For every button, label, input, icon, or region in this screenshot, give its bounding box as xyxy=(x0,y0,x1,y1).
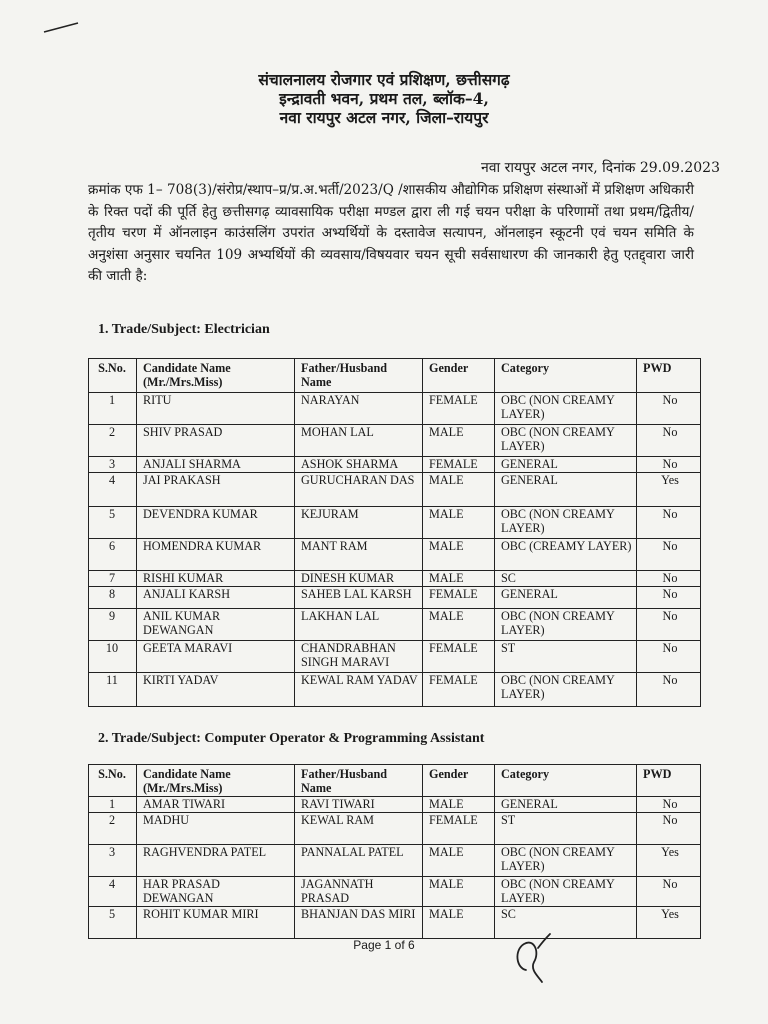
cell-father-name: NARAYAN xyxy=(295,393,423,425)
cell-pwd: No xyxy=(637,539,701,571)
cell-gender: MALE xyxy=(423,877,495,907)
cell-father-name: ASHOK SHARMA xyxy=(295,457,423,473)
cell-gender: MALE xyxy=(423,907,495,939)
cell-father-name: MANT RAM xyxy=(295,539,423,571)
cell-pwd: No xyxy=(637,797,701,813)
electrician-table-body xyxy=(89,393,701,707)
cell-candidate-name: HOMENDRA KUMAR xyxy=(137,539,295,571)
column-header-gender: Gender xyxy=(423,765,495,797)
column-header-sno: S.No. xyxy=(89,359,137,393)
electrician-table xyxy=(88,358,701,707)
table-row xyxy=(89,797,701,813)
cell-category: OBC (NON CREAMY LAYER) xyxy=(495,393,637,425)
cell-father-name: SAHEB LAL KARSH xyxy=(295,587,423,609)
cell-sno: 2 xyxy=(89,813,137,845)
cell-father-name: LAKHAN LAL xyxy=(295,609,423,641)
cell-gender: FEMALE xyxy=(423,457,495,473)
table-row xyxy=(89,507,701,539)
cell-father-name: KEWAL RAM xyxy=(295,813,423,845)
table-row xyxy=(89,845,701,877)
cell-candidate-name: AMAR TIWARI xyxy=(137,797,295,813)
cell-father-name: KEWAL RAM YADAV xyxy=(295,673,423,707)
column-header-sno: S.No. xyxy=(89,765,137,797)
cell-category: ST xyxy=(495,813,637,845)
cell-father-name: CHANDRABHAN SINGH MARAVI xyxy=(295,641,423,673)
copa-table-body xyxy=(89,797,701,939)
cell-gender: MALE xyxy=(423,507,495,539)
cell-gender: MALE xyxy=(423,797,495,813)
table-row xyxy=(89,877,701,907)
cell-sno: 4 xyxy=(89,473,137,507)
section-title-electrician: 1. Trade/Subject: Electrician xyxy=(98,322,270,337)
cell-category: OBC (CREAMY LAYER) xyxy=(495,539,637,571)
table-row xyxy=(89,539,701,571)
table-row xyxy=(89,587,701,609)
cell-gender: FEMALE xyxy=(423,641,495,673)
cell-gender: MALE xyxy=(423,473,495,507)
cell-candidate-name: GEETA MARAVI xyxy=(137,641,295,673)
cell-category: OBC (NON CREAMY LAYER) xyxy=(495,673,637,707)
cell-father-name: JAGANNATH PRASAD xyxy=(295,877,423,907)
cell-category: SC xyxy=(495,907,637,939)
cell-gender: MALE xyxy=(423,609,495,641)
cell-pwd: No xyxy=(637,571,701,587)
cell-category: GENERAL xyxy=(495,473,637,507)
cell-father-name: MOHAN LAL xyxy=(295,425,423,457)
cell-pwd: No xyxy=(637,587,701,609)
column-header-category: Category xyxy=(495,765,637,797)
cell-category: OBC (NON CREAMY LAYER) xyxy=(495,507,637,539)
cell-pwd: No xyxy=(637,609,701,641)
table-row xyxy=(89,641,701,673)
cell-gender: MALE xyxy=(423,425,495,457)
cell-candidate-name: MADHU xyxy=(137,813,295,845)
cell-sno: 11 xyxy=(89,673,137,707)
cell-candidate-name: DEVENDRA KUMAR xyxy=(137,507,295,539)
cell-candidate-name: ANJALI KARSH xyxy=(137,587,295,609)
column-header-gender: Gender xyxy=(423,359,495,393)
column-header-category: Category xyxy=(495,359,637,393)
cell-pwd: Yes xyxy=(637,473,701,507)
header-line-1: संचालनालय रोजगार एवं प्रशिक्षण, छत्तीसगढ़ xyxy=(258,70,510,89)
table-row xyxy=(89,907,701,939)
copa-table xyxy=(88,764,701,939)
column-header-father: Father/Husband Name xyxy=(295,359,423,393)
section-title-copa: 2. Trade/Subject: Computer Operator & Programming Assistant xyxy=(98,731,485,746)
cell-father-name: BHANJAN DAS MIRI xyxy=(295,907,423,939)
cell-father-name: KEJURAM xyxy=(295,507,423,539)
cell-candidate-name: ROHIT KUMAR MIRI xyxy=(137,907,295,939)
cell-sno: 4 xyxy=(89,877,137,907)
cell-gender: FEMALE xyxy=(423,673,495,707)
cell-pwd: Yes xyxy=(637,907,701,939)
cell-candidate-name: HAR PRASAD DEWANGAN xyxy=(137,877,295,907)
cell-candidate-name: RITU xyxy=(137,393,295,425)
cell-gender: MALE xyxy=(423,845,495,877)
cell-sno: 6 xyxy=(89,539,137,571)
cell-category: GENERAL xyxy=(495,797,637,813)
table-row xyxy=(89,393,701,425)
column-header-pwd: PWD xyxy=(637,359,701,393)
cell-father-name: RAVI TIWARI xyxy=(295,797,423,813)
cell-sno: 9 xyxy=(89,609,137,641)
table-row xyxy=(89,609,701,641)
cell-candidate-name: ANIL KUMAR DEWANGAN xyxy=(137,609,295,641)
cell-category: ST xyxy=(495,641,637,673)
cell-sno: 10 xyxy=(89,641,137,673)
cell-candidate-name: JAI PRAKASH xyxy=(137,473,295,507)
table-row xyxy=(89,457,701,473)
table-row xyxy=(89,673,701,707)
column-header-father: Father/Husband Name xyxy=(295,765,423,797)
cell-category: SC xyxy=(495,571,637,587)
cell-category: GENERAL xyxy=(495,457,637,473)
cell-candidate-name: KIRTI YADAV xyxy=(137,673,295,707)
office-header xyxy=(0,70,768,127)
table-row xyxy=(89,473,701,507)
header-line-3: नवा रायपुर अटल नगर, जिला–रायपुर xyxy=(279,108,489,127)
cell-pwd: No xyxy=(637,425,701,457)
cell-pwd: No xyxy=(637,393,701,425)
column-header-name: Candidate Name (Mr./Mrs.Miss) xyxy=(137,765,295,797)
cell-sno: 7 xyxy=(89,571,137,587)
table-header-row xyxy=(89,765,701,797)
cell-category: OBC (NON CREAMY LAYER) xyxy=(495,609,637,641)
cell-gender: FEMALE xyxy=(423,393,495,425)
cell-father-name: DINESH KUMAR xyxy=(295,571,423,587)
cell-pwd: No xyxy=(637,673,701,707)
cell-category: GENERAL xyxy=(495,587,637,609)
cell-gender: FEMALE xyxy=(423,587,495,609)
pen-mark-icon xyxy=(42,20,82,36)
cell-pwd: No xyxy=(637,641,701,673)
cell-sno: 5 xyxy=(89,907,137,939)
cell-category: OBC (NON CREAMY LAYER) xyxy=(495,845,637,877)
intro-paragraph: क्रमांक एफ 1– 708(3)/संरोप्र/स्थाप–प्र/प्र.अ.भर्ती/2023/Q /शासकीय औद्योगिक प्रशिक्षण संस्थाओं में प्रशिक्षण अधिकारी के रिक्त पदों की पूर्ति हेतु छत्तीसगढ़ व्यावसायिक परीक्षा मण्डल द्वारा ली गई चयन परीक्षा के परिणामों तथा प्रथम/द्वितीय/तृतीय चरण में ऑनलाइन काउंसलिंग उपरांत अभ्यर्थियों के दस्तावेज सत्यापन, ऑनलाइन स्कूटनी एवं चयन समिति के अनुशंसा अनुसार चयनित 109 अभ्यर्थियों की व्यवसाय/विषयवार चयन सूची सर्वसाधारण की जानकारी हेतु एतद्द्वारा जारी की जाती है: xyxy=(88,182,694,284)
cell-pwd: Yes xyxy=(637,845,701,877)
cell-gender: FEMALE xyxy=(423,813,495,845)
cell-sno: 1 xyxy=(89,797,137,813)
cell-father-name: GURUCHARAN DAS xyxy=(295,473,423,507)
cell-pwd: No xyxy=(637,877,701,907)
header-line-2: इन्द्रावती भवन, प्रथम तल, ब्लॉक–4, xyxy=(279,89,489,108)
cell-sno: 3 xyxy=(89,457,137,473)
cell-father-name: PANNALAL PATEL xyxy=(295,845,423,877)
cell-pwd: No xyxy=(637,813,701,845)
table-row xyxy=(89,813,701,845)
cell-pwd: No xyxy=(637,457,701,473)
cell-gender: MALE xyxy=(423,539,495,571)
cell-gender: MALE xyxy=(423,571,495,587)
cell-sno: 8 xyxy=(89,587,137,609)
table-row xyxy=(89,571,701,587)
cell-sno: 1 xyxy=(89,393,137,425)
signature-icon xyxy=(508,930,558,990)
column-header-pwd: PWD xyxy=(637,765,701,797)
table-header-row xyxy=(89,359,701,393)
cell-category: OBC (NON CREAMY LAYER) xyxy=(495,877,637,907)
table-row xyxy=(89,425,701,457)
page-number: Page 1 of 6 xyxy=(353,938,415,952)
cell-candidate-name: RAGHVENDRA PATEL xyxy=(137,845,295,877)
cell-pwd: No xyxy=(637,507,701,539)
column-header-name: Candidate Name (Mr./Mrs.Miss) xyxy=(137,359,295,393)
date-line: नवा रायपुर अटल नगर, दिनांक 29.09.2023 xyxy=(480,160,720,176)
cell-sno: 3 xyxy=(89,845,137,877)
cell-sno: 2 xyxy=(89,425,137,457)
cell-category: OBC (NON CREAMY LAYER) xyxy=(495,425,637,457)
cell-candidate-name: SHIV PRASAD xyxy=(137,425,295,457)
cell-sno: 5 xyxy=(89,507,137,539)
cell-candidate-name: ANJALI SHARMA xyxy=(137,457,295,473)
cell-candidate-name: RISHI KUMAR xyxy=(137,571,295,587)
